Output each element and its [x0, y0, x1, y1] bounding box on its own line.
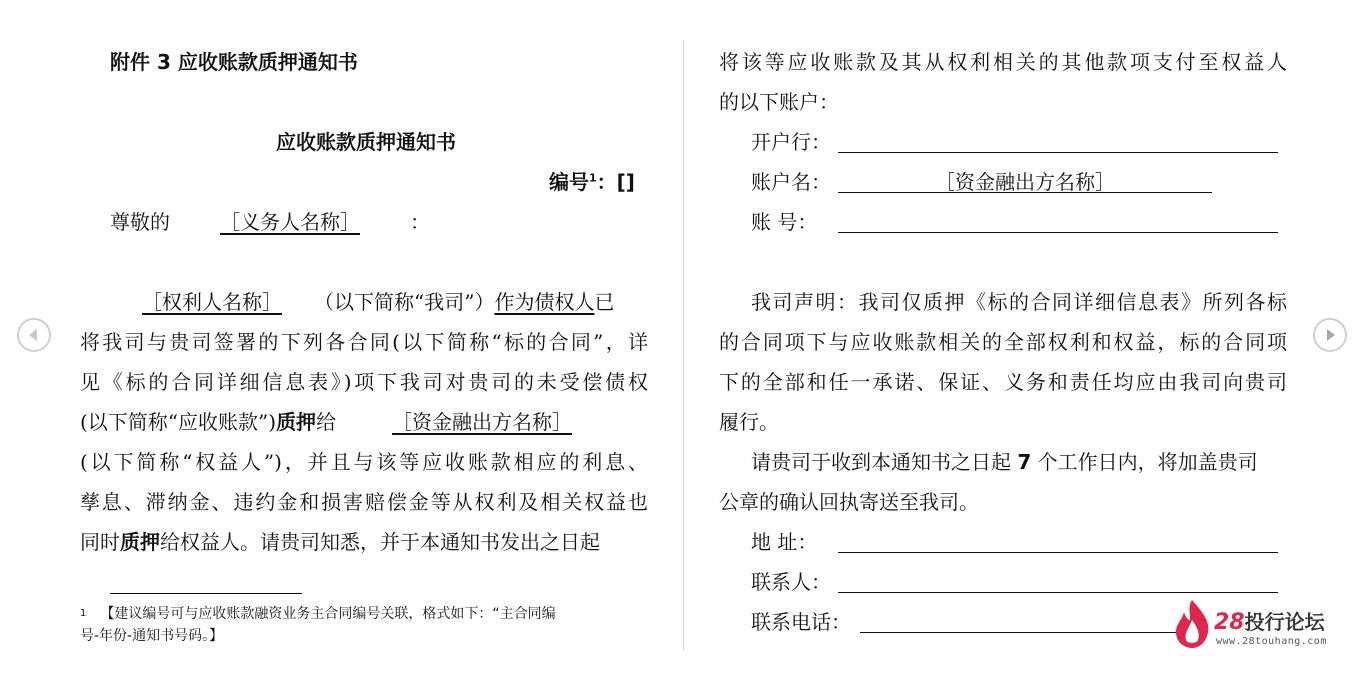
- paragraph-line: [80, 522, 648, 562]
- next-page-button[interactable]: [1313, 318, 1347, 352]
- paragraph-line: 孳息、滞纳金、违约金和损害赔偿金等从权利及相关权益也: [80, 490, 648, 514]
- paragraph-line: 将该等应收账款及其从权利相关的其他款项支付至权益人: [719, 50, 1287, 74]
- paragraph-line: 我司声明：我司仅质押《标的合同详细信息表》所列各标: [751, 290, 1287, 314]
- arrow-right-icon: [1315, 320, 1345, 350]
- account-number-fill-line: [838, 232, 1278, 233]
- text-span: 已: [594, 290, 615, 314]
- contact-label: 联系人：: [751, 570, 831, 594]
- paragraph-line: [80, 282, 648, 322]
- paragraph-line: 公章的确认回执寄送至我司。: [719, 490, 979, 514]
- bank-label: 开户行：: [751, 130, 831, 154]
- paragraph-line: [751, 442, 1258, 482]
- address-fill-line: [838, 552, 1278, 553]
- underlined-text: 作为债权人: [494, 290, 595, 314]
- paragraph-line: 将我司与贵司签署的下列各合同(以下简称“标的合同”，详: [80, 330, 648, 354]
- attachment-title: 附件 3 应收账款质押通知书: [110, 50, 358, 74]
- logo-name: 投行论坛: [1244, 610, 1325, 634]
- site-logo: [1172, 598, 1362, 654]
- footnote-mark: 1: [80, 608, 87, 619]
- page-divider: [683, 40, 684, 650]
- bold-number: 7: [1017, 450, 1032, 474]
- number-label: 编号: [549, 170, 589, 194]
- paragraph-line: 的合同项下与应收账款相关的全部权利和权益，标的合同项: [719, 330, 1287, 354]
- account-name-fill-line: [838, 192, 1212, 193]
- footnote-text-1: 【建议编号可与应收账款融资业务主合同编号关联，格式如下：“主合同编: [100, 606, 556, 622]
- prev-page-button[interactable]: [17, 318, 51, 352]
- footnote-ref[interactable]: 1: [589, 171, 597, 185]
- text-span: 给权益人。请贵司知悉，并于本通知书发出之日起: [160, 530, 600, 554]
- text-span: 给: [316, 410, 337, 434]
- account-name-label: 账户名：: [751, 170, 831, 194]
- obligor-name-placeholder: ［义务人名称］: [220, 210, 360, 234]
- greeting: [110, 202, 430, 242]
- greeting-colon: ：: [410, 210, 430, 234]
- paragraph-line: (以下简称“权益人”)，并且与该等应收账款相应的利息、: [80, 450, 648, 474]
- address-label: 地 址：: [751, 530, 818, 554]
- text-span: (以下简称“应收账款”): [80, 410, 277, 434]
- arrow-left-icon: [19, 320, 49, 350]
- document-title: 应收账款质押通知书: [276, 130, 456, 154]
- text-span: 请贵司于收到本通知书之日起: [751, 450, 1018, 474]
- phone-label: 联系电话：: [751, 610, 851, 634]
- paragraph-line: 的以下账户：: [719, 90, 839, 114]
- bold-text: 质押: [120, 530, 160, 554]
- logo-title: [1214, 606, 1325, 635]
- document-number: [549, 162, 635, 202]
- flame-icon: [1172, 598, 1212, 650]
- account-name-placeholder: ［资金融出方名称］: [935, 170, 1115, 194]
- number-value: ：[]: [596, 170, 635, 194]
- bank-fill-line: [838, 152, 1278, 153]
- text-span: 同时: [80, 530, 120, 554]
- paragraph-line: 履行。: [719, 410, 779, 434]
- footnote-text-2: 号-年份-通知书号码。】: [80, 628, 224, 644]
- paragraph-line: [80, 402, 648, 442]
- text-span: （以下简称“我司”）: [314, 290, 495, 314]
- paragraph-line: 下的全部和任一承诺、保证、义务和责任均应由我司向贵司: [719, 370, 1287, 394]
- footnote-separator: [110, 593, 302, 594]
- creditor-name-placeholder: ［权利人名称］: [142, 290, 282, 314]
- bold-text: 质押: [276, 410, 317, 434]
- financier-name-placeholder: ［资金融出方名称］: [392, 410, 573, 434]
- phone-fill-line: [860, 632, 1180, 633]
- logo-number: 28: [1214, 610, 1245, 635]
- greeting-prefix: 尊敬的: [110, 210, 170, 234]
- logo-url: www.28touhang.com: [1216, 636, 1327, 647]
- account-number-label: 账 号：: [751, 210, 818, 234]
- paragraph-line: 见《标的合同详细信息表》)项下我司对贵司的未受偿债权: [80, 370, 648, 394]
- contact-fill-line: [838, 592, 1278, 593]
- text-span: 个工作日内，将加盖贵司: [1031, 450, 1258, 474]
- footnote: [80, 603, 556, 625]
